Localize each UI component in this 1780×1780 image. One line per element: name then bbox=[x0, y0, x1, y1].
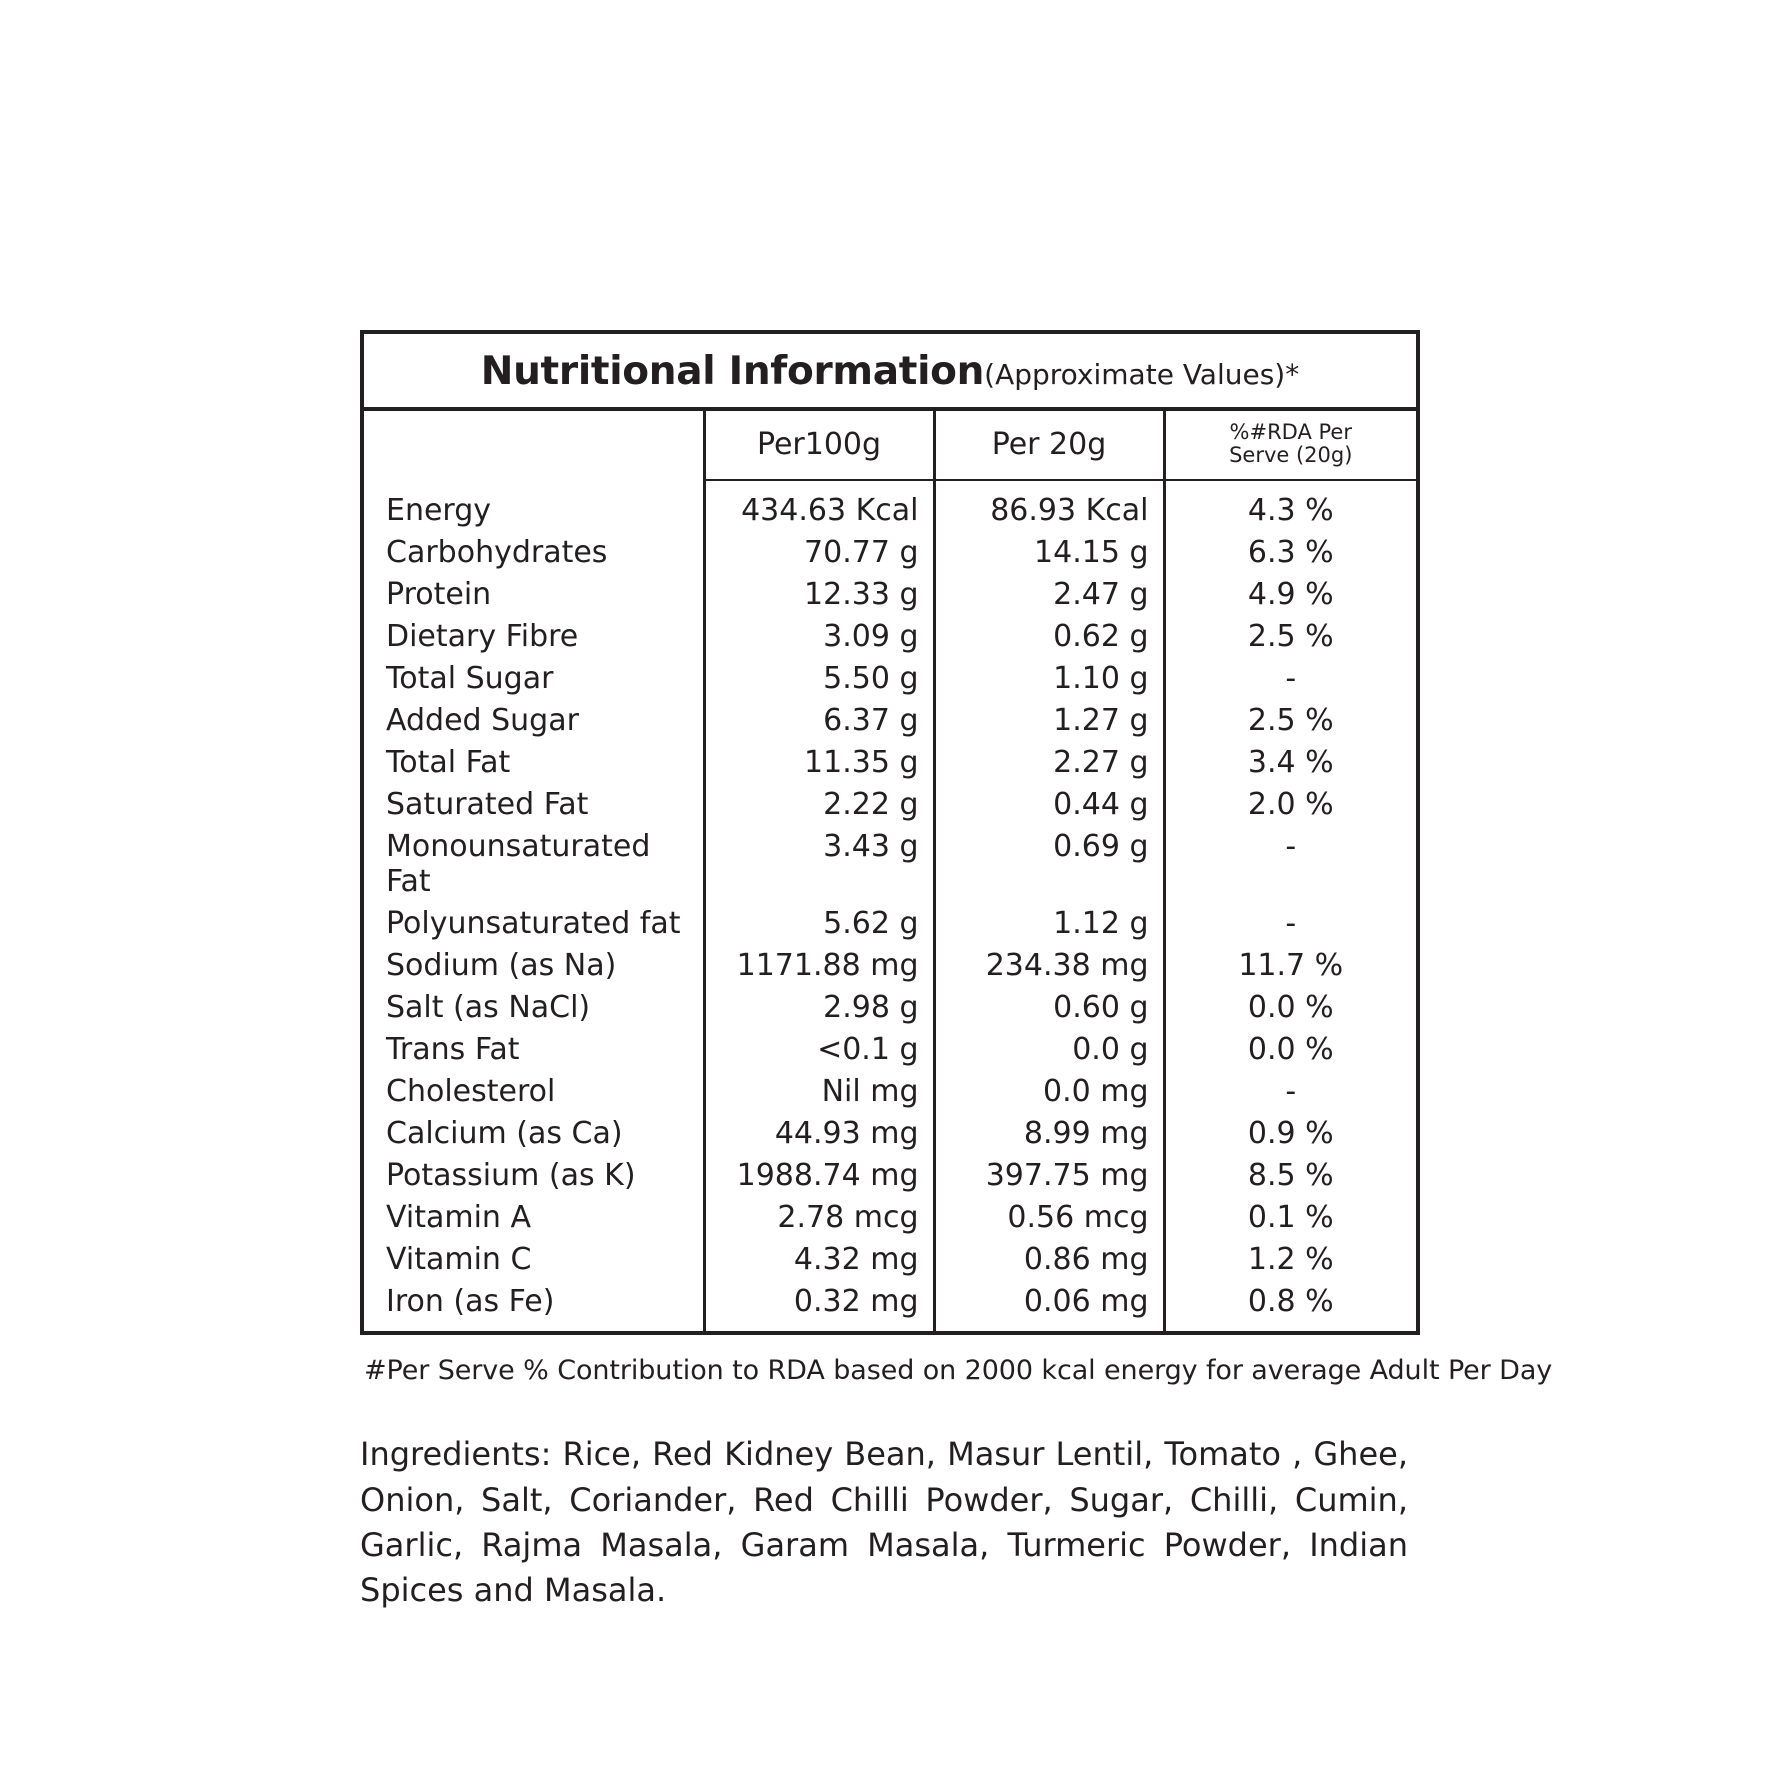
nutrition-table-head bbox=[364, 409, 1416, 480]
nutrient-per-100g: <0.1 g bbox=[704, 1029, 934, 1071]
nutrient-per-100g: 44.93 mg bbox=[704, 1113, 934, 1155]
nutrient-name: Saturated Fat bbox=[364, 784, 704, 826]
table-row bbox=[364, 574, 1416, 616]
nutrient-name: Vitamin A bbox=[364, 1197, 704, 1239]
nutrient-per-20g: 0.44 g bbox=[934, 784, 1164, 826]
nutrient-name: Cholesterol bbox=[364, 1071, 704, 1113]
table-row bbox=[364, 826, 1416, 903]
table-row bbox=[364, 532, 1416, 574]
nutrient-name: Energy bbox=[364, 480, 704, 532]
nutrient-name: Monounsaturated Fat bbox=[364, 826, 704, 903]
nutrient-per-20g: 1.12 g bbox=[934, 903, 1164, 945]
nutrient-per-100g: 0.32 mg bbox=[704, 1281, 934, 1331]
nutrient-rda: 0.1 % bbox=[1247, 1200, 1334, 1236]
nutrient-name: Iron (as Fe) bbox=[364, 1281, 704, 1331]
nutrient-rda: 4.3 % bbox=[1247, 493, 1334, 529]
header-rda-per-serve bbox=[1164, 409, 1416, 480]
nutrient-name: Trans Fat bbox=[364, 1029, 704, 1071]
panel-title bbox=[364, 334, 1416, 407]
table-row bbox=[364, 700, 1416, 742]
nutrient-per-20g: 0.0 g bbox=[934, 1029, 1164, 1071]
nutrient-name: Calcium (as Ca) bbox=[364, 1113, 704, 1155]
nutrient-per-20g: 1.10 g bbox=[934, 658, 1164, 700]
nutrient-per-20g: 8.99 mg bbox=[934, 1113, 1164, 1155]
table-row bbox=[364, 1197, 1416, 1239]
header-per-20g: Per 20g bbox=[934, 409, 1164, 480]
nutrient-per-20g: 86.93 Kcal bbox=[934, 480, 1164, 532]
nutrition-table bbox=[364, 407, 1416, 1331]
nutrient-per-20g: 397.75 mg bbox=[934, 1155, 1164, 1197]
nutrient-rda: - bbox=[1285, 906, 1297, 942]
nutrient-per-20g: 2.47 g bbox=[934, 574, 1164, 616]
nutrient-rda: - bbox=[1285, 829, 1297, 865]
header-nutrient-blank bbox=[364, 409, 704, 480]
table-row bbox=[364, 945, 1416, 987]
nutrient-rda: 3.4 % bbox=[1247, 745, 1334, 781]
table-row bbox=[364, 1113, 1416, 1155]
nutrient-per-100g: 2.78 mcg bbox=[704, 1197, 934, 1239]
table-row bbox=[364, 742, 1416, 784]
nutrient-name: Dietary Fibre bbox=[364, 616, 704, 658]
nutrient-rda: - bbox=[1285, 661, 1297, 697]
nutrient-rda: 2.5 % bbox=[1247, 703, 1334, 739]
nutrient-rda: 0.0 % bbox=[1247, 1032, 1334, 1068]
nutrient-per-100g: 2.98 g bbox=[704, 987, 934, 1029]
table-row bbox=[364, 658, 1416, 700]
nutrient-name: Protein bbox=[364, 574, 704, 616]
header-rda-line2: Serve (20g) bbox=[1229, 443, 1353, 468]
nutrient-rda: 0.9 % bbox=[1247, 1116, 1334, 1152]
nutrient-name: Potassium (as K) bbox=[364, 1155, 704, 1197]
nutrient-rda: 8.5 % bbox=[1247, 1158, 1334, 1194]
nutrient-name: Sodium (as Na) bbox=[364, 945, 704, 987]
nutrient-per-20g: 0.06 mg bbox=[934, 1281, 1164, 1331]
nutrient-rda: 4.9 % bbox=[1247, 577, 1334, 613]
nutrient-rda: 0.0 % bbox=[1247, 990, 1334, 1026]
table-row bbox=[364, 1155, 1416, 1197]
panel-title-main: Nutritional Information bbox=[480, 349, 985, 394]
nutrient-name: Total Fat bbox=[364, 742, 704, 784]
table-row bbox=[364, 784, 1416, 826]
nutrient-per-100g: Nil mg bbox=[704, 1071, 934, 1113]
nutrient-per-100g: 5.62 g bbox=[704, 903, 934, 945]
nutrient-per-20g: 0.62 g bbox=[934, 616, 1164, 658]
nutrient-per-20g: 14.15 g bbox=[934, 532, 1164, 574]
header-rda-line1: %#RDA Per bbox=[1229, 419, 1352, 444]
nutrient-per-100g: 434.63 Kcal bbox=[704, 480, 934, 532]
nutrient-per-100g: 70.77 g bbox=[704, 532, 934, 574]
table-row bbox=[364, 480, 1416, 532]
table-row bbox=[364, 1029, 1416, 1071]
nutrient-name: Polyunsaturated fat bbox=[364, 903, 704, 945]
nutrient-rda: 2.5 % bbox=[1247, 619, 1334, 655]
table-row bbox=[364, 987, 1416, 1029]
nutrient-per-100g: 2.22 g bbox=[704, 784, 934, 826]
nutrient-per-20g: 1.27 g bbox=[934, 700, 1164, 742]
nutrient-per-20g: 0.69 g bbox=[934, 826, 1164, 903]
panel-title-approximate: (Approximate Values)* bbox=[984, 358, 1300, 391]
nutrient-per-100g: 4.32 mg bbox=[704, 1239, 934, 1281]
nutrient-per-100g: 6.37 g bbox=[704, 700, 934, 742]
nutrient-name: Added Sugar bbox=[364, 700, 704, 742]
nutrient-per-20g: 0.56 mcg bbox=[934, 1197, 1164, 1239]
header-per-100g: Per100g bbox=[704, 409, 934, 480]
table-row bbox=[364, 1281, 1416, 1331]
nutrition-table-body bbox=[364, 480, 1416, 1331]
table-row bbox=[364, 616, 1416, 658]
nutrient-rda: 11.7 % bbox=[1238, 948, 1344, 984]
table-row bbox=[364, 1239, 1416, 1281]
nutrient-per-100g: 12.33 g bbox=[704, 574, 934, 616]
nutrient-name: Salt (as NaCl) bbox=[364, 987, 704, 1029]
nutrient-per-20g: 0.60 g bbox=[934, 987, 1164, 1029]
nutrient-name: Vitamin C bbox=[364, 1239, 704, 1281]
nutrient-per-20g: 0.86 mg bbox=[934, 1239, 1164, 1281]
nutrition-header-row bbox=[364, 409, 1416, 480]
ingredients-text: Ingredients: Rice, Red Kidney Bean, Masur Lentil, Tomato , Ghee, Onion, Salt, Coriander, Red Chilli Powder, Sugar, Chilli, Cumin, Garlic, Rajma Masala, Garam Masala, Turmeric Powder, Indian Spices and Masala. bbox=[360, 1435, 1408, 1610]
nutrient-per-20g: 234.38 mg bbox=[934, 945, 1164, 987]
nutrient-rda: 2.0 % bbox=[1247, 787, 1334, 823]
nutritional-information-panel bbox=[360, 330, 1420, 1335]
nutrient-per-20g: 0.0 mg bbox=[934, 1071, 1164, 1113]
nutrient-rda: 0.8 % bbox=[1247, 1284, 1334, 1320]
nutrient-per-100g: 5.50 g bbox=[704, 658, 934, 700]
table-row bbox=[364, 1071, 1416, 1113]
table-row bbox=[364, 903, 1416, 945]
nutrient-per-100g: 3.09 g bbox=[704, 616, 934, 658]
nutrient-rda: 1.2 % bbox=[1247, 1242, 1334, 1278]
nutrient-per-100g: 1988.74 mg bbox=[704, 1155, 934, 1197]
nutrient-rda: 6.3 % bbox=[1247, 535, 1334, 571]
rda-footnote: #Per Serve % Contribution to RDA based on 2000 kcal energy for average Adult Per Day bbox=[364, 1355, 1553, 1387]
nutrient-per-100g: 3.43 g bbox=[704, 826, 934, 903]
nutrition-label-sheet bbox=[360, 330, 1553, 1614]
nutrient-name: Total Sugar bbox=[364, 658, 704, 700]
nutrient-rda: - bbox=[1285, 1074, 1297, 1110]
nutrient-name: Carbohydrates bbox=[364, 532, 704, 574]
nutrient-per-20g: 2.27 g bbox=[934, 742, 1164, 784]
nutrient-per-100g: 11.35 g bbox=[704, 742, 934, 784]
nutrient-per-100g: 1171.88 mg bbox=[704, 945, 934, 987]
